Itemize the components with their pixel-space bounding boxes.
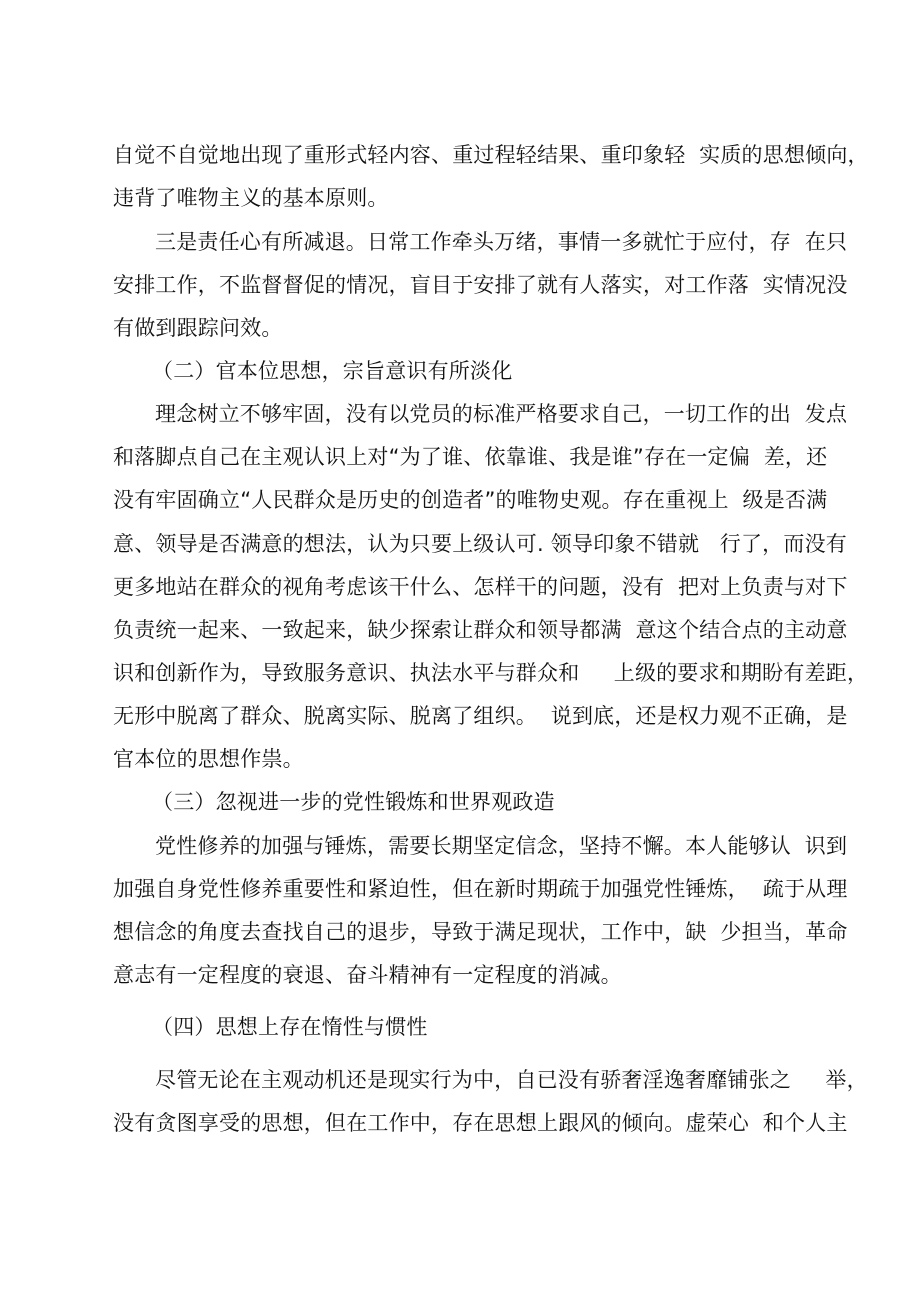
paragraph-line: 和落脚点自己在主观认识上对“为了谁、依靠谁、我是谁”存在一定偏 差，还 <box>113 445 828 469</box>
paragraph-line: 有做到跟踪问效。 <box>113 316 283 340</box>
paragraph-line: 更多地站在群众的视角考虑该干什么、怎样干的问题，没有 把对上负责与对下 <box>113 575 848 599</box>
paragraph-line: 识和创新作为，导致服务意识、执法水平与群众和 上级的要求和期盼有差距， <box>113 661 869 685</box>
paragraph-line: 党性修养的加强与锤炼，需要长期坚定信念，坚持不懈。本人能够认 识到 <box>155 834 848 858</box>
section-heading: （四）思想上存在惰性与惯性 <box>152 1015 428 1039</box>
section-heading: （三）忽视进一步的党性锻炼和世界观政造 <box>152 790 555 814</box>
paragraph-line: 官本位的思想作祟。 <box>113 747 304 771</box>
paragraph-line: 没有贪图享受的思想，但在工作中，存在思想上跟风的倾向。虚荣心 和个人主 <box>113 1111 848 1135</box>
paragraph-line: 安排工作，不监督督促的情况，盲目于安排了就有人落实，对工作落 实情况没 <box>113 273 848 297</box>
paragraph-line: 没有牢固确立“人民群众是历史的创造者”的唯物史观。存在重视上 级是否满 <box>113 488 828 512</box>
paragraph-line: 负责统一起来、一致起来，缺少探索让群众和领导都满 意这个结合点的主动意 <box>113 618 848 642</box>
paragraph-line: 尽管无论在主观动机还是现实行为中，自已没有骄奢淫逸奢靡铺张之 举， <box>155 1068 868 1092</box>
paragraph-line: 意、领导是否满意的想法，认为只要上级认可. 领导印象不错就 行了，而没有 <box>113 532 847 556</box>
paragraph-line: 加强自身党性修养重要性和紧迫性，但在新时期疏于加强党性锤炼， 疏于从理 <box>113 877 848 901</box>
paragraph-line: 三是责任心有所减退。日常工作牵头万绪，事情一多就忙于应付，存 在只 <box>155 230 848 254</box>
paragraph-line: 意志有一定程度的衰退、奋斗精神有一定程度的消减。 <box>113 963 622 987</box>
paragraph-line: 违背了唯物主义的基本原则。 <box>113 186 389 210</box>
paragraph-line: 无形中脱离了群众、脱离实际、脱离了组织。 说到底，还是权力观不正确，是 <box>113 704 848 728</box>
paragraph-line: 自觉不自觉地出现了重形式轻内容、重过程轻结果、重印象轻 实质的思想倾向， <box>113 143 869 167</box>
paragraph-line: 想信念的角度去查找自己的退步，导致于满足现状，工作中，缺 少担当，革命 <box>113 920 848 944</box>
section-heading: （二）官本位思想，宗旨意识有所淡化 <box>152 359 513 383</box>
paragraph-line: 理念树立不够牢固，没有以党员的标准严格要求自己，一切工作的出 发点 <box>155 402 848 426</box>
